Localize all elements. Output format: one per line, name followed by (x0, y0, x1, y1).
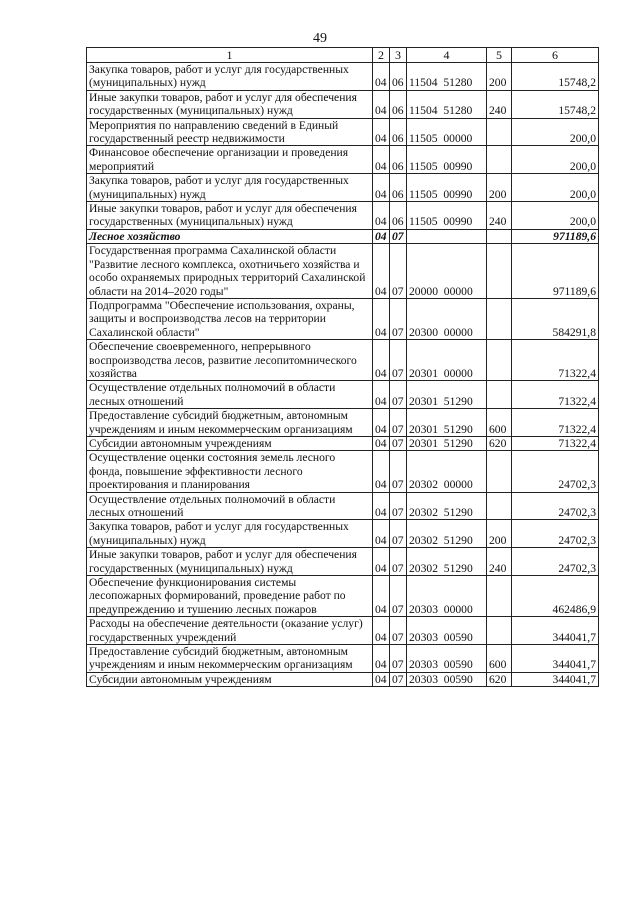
amount: 200,0 (512, 202, 599, 230)
amount: 24702,3 (512, 451, 599, 492)
line-item-name: Субсидии автономным учреждениям (87, 672, 373, 686)
section-code: 04 (373, 381, 390, 409)
table-row (87, 436, 599, 450)
target-article-code: 11505 00990 (407, 146, 487, 174)
table-row (87, 244, 599, 299)
section-code: 04 (373, 298, 390, 339)
target-article-code: 20300 00000 (407, 298, 487, 339)
line-item-name: Закупка товаров, работ и услуг для государственных (муниципальных) нужд (87, 63, 373, 91)
table-row (87, 645, 599, 673)
section-code: 04 (373, 451, 390, 492)
table-row (87, 548, 599, 576)
expense-type-code (487, 381, 512, 409)
line-item-name: Осуществление отдельных полномочий в области лесных отношений (87, 381, 373, 409)
line-item-name: Субсидии автономным учреждениям (87, 436, 373, 450)
table-row (87, 672, 599, 686)
section-code: 04 (373, 90, 390, 118)
line-item-name: Подпрограмма "Обеспечение использования, охраны, защиты и воспроизводства лесов на территории Сахалинской области" (87, 298, 373, 339)
amount: 71322,4 (512, 409, 599, 437)
target-article-code: 20301 51290 (407, 381, 487, 409)
line-item-name: Расходы на обеспечение деятельности (оказание услуг) государственных учреждений (87, 617, 373, 645)
expense-type-code: 240 (487, 90, 512, 118)
line-item-name: Закупка товаров, работ и услуг для государственных (муниципальных) нужд (87, 174, 373, 202)
line-item-name: Мероприятия по направлению сведений в Единый государственный реестр недвижимости (87, 118, 373, 146)
table-row (87, 617, 599, 645)
table-row (87, 174, 599, 202)
target-article-code: 20301 51290 (407, 409, 487, 437)
target-article-code: 20303 00590 (407, 672, 487, 686)
subsection-code: 06 (390, 202, 407, 230)
subsection-code: 07 (390, 409, 407, 437)
subsection-code: 07 (390, 451, 407, 492)
line-item-name: Обеспечение функционирования системы лесопожарных формирований, проведение работ по предупреждению и тушению лесных пожаров (87, 576, 373, 617)
table-row (87, 90, 599, 118)
subsection-code: 07 (390, 645, 407, 673)
amount: 344041,7 (512, 617, 599, 645)
table-row (87, 298, 599, 339)
page-number: 49 (313, 31, 327, 46)
target-article-code: 20303 00590 (407, 617, 487, 645)
table-row (87, 409, 599, 437)
amount: 971189,6 (512, 229, 599, 243)
expense-type-code: 240 (487, 548, 512, 576)
subsection-code: 06 (390, 174, 407, 202)
target-article-code: 20301 51290 (407, 436, 487, 450)
line-item-name: Закупка товаров, работ и услуг для государственных (муниципальных) нужд (87, 520, 373, 548)
amount: 200,0 (512, 174, 599, 202)
header-cell: 3 (390, 48, 407, 63)
subsection-code: 07 (390, 244, 407, 299)
table-row (87, 146, 599, 174)
amount: 15748,2 (512, 90, 599, 118)
line-item-name: Государственная программа Сахалинской области "Развитие лесного комплекса, охотничьего хозяйства и особо охраняемых природных территорий Сахалинской области на 2014–2020 годы" (87, 244, 373, 299)
subsection-code: 06 (390, 63, 407, 91)
target-article-code: 20303 00590 (407, 645, 487, 673)
subsection-code: 07 (390, 340, 407, 381)
table-row (87, 492, 599, 520)
line-item-name: Осуществление отдельных полномочий в области лесных отношений (87, 492, 373, 520)
subsection-code: 07 (390, 436, 407, 450)
section-code: 04 (373, 645, 390, 673)
line-item-name: Осуществление оценки состояния земель лесного фонда, повышение эффективности лесного проектирования и планирования (87, 451, 373, 492)
target-article-code (407, 229, 487, 243)
section-code: 04 (373, 63, 390, 91)
expense-type-code (487, 492, 512, 520)
section-code: 04 (373, 340, 390, 381)
section-code: 04 (373, 672, 390, 686)
section-code: 04 (373, 202, 390, 230)
header-cell: 6 (512, 48, 599, 63)
expense-type-code (487, 244, 512, 299)
section-code: 04 (373, 548, 390, 576)
target-article-code: 11504 51280 (407, 63, 487, 91)
subsection-code: 06 (390, 146, 407, 174)
subsection-code: 07 (390, 548, 407, 576)
line-item-name: Предоставление субсидий бюджетным, автономным учреждениям и иным некоммерческим организациям (87, 409, 373, 437)
table-row (87, 118, 599, 146)
subsection-code: 07 (390, 381, 407, 409)
table-row (87, 576, 599, 617)
target-article-code: 11505 00990 (407, 202, 487, 230)
subsection-code: 07 (390, 617, 407, 645)
expense-type-code (487, 617, 512, 645)
expense-type-code (487, 118, 512, 146)
amount: 462486,9 (512, 576, 599, 617)
section-code: 04 (373, 520, 390, 548)
subsection-code: 07 (390, 298, 407, 339)
line-item-name: Обеспечение своевременного, непрерывного воспроизводства лесов, развитие лесопитомнического хозяйства (87, 340, 373, 381)
line-item-name: Лесное хозяйство (87, 229, 373, 243)
target-article-code: 20000 00000 (407, 244, 487, 299)
target-article-code: 20302 51290 (407, 492, 487, 520)
section-code: 04 (373, 492, 390, 520)
header-cell: 5 (487, 48, 512, 63)
subsection-code: 07 (390, 492, 407, 520)
expense-type-code: 600 (487, 409, 512, 437)
expense-type-code (487, 576, 512, 617)
section-code: 04 (373, 244, 390, 299)
table-row (87, 229, 599, 243)
expense-type-code (487, 298, 512, 339)
amount: 71322,4 (512, 436, 599, 450)
amount: 344041,7 (512, 672, 599, 686)
header-row (87, 48, 599, 63)
table-row (87, 451, 599, 492)
subsection-code: 06 (390, 90, 407, 118)
section-code: 04 (373, 409, 390, 437)
section-code: 04 (373, 436, 390, 450)
line-item-name: Иные закупки товаров, работ и услуг для обеспечения государственных (муниципальных) нужд (87, 202, 373, 230)
subsection-code: 07 (390, 576, 407, 617)
amount: 24702,3 (512, 520, 599, 548)
section-code: 04 (373, 229, 390, 243)
target-article-code: 20303 00000 (407, 576, 487, 617)
section-code: 04 (373, 617, 390, 645)
target-article-code: 20302 51290 (407, 548, 487, 576)
line-item-name: Иные закупки товаров, работ и услуг для обеспечения государственных (муниципальных) нужд (87, 90, 373, 118)
target-article-code: 11504 51280 (407, 90, 487, 118)
header-cell: 4 (407, 48, 487, 63)
target-article-code: 20301 00000 (407, 340, 487, 381)
expense-type-code (487, 229, 512, 243)
table-row (87, 63, 599, 91)
amount: 24702,3 (512, 548, 599, 576)
subsection-code: 07 (390, 672, 407, 686)
amount: 344041,7 (512, 645, 599, 673)
target-article-code: 11505 00000 (407, 118, 487, 146)
expense-type-code: 200 (487, 520, 512, 548)
amount: 971189,6 (512, 244, 599, 299)
amount: 200,0 (512, 118, 599, 146)
expense-type-code: 620 (487, 436, 512, 450)
amount: 71322,4 (512, 340, 599, 381)
table-row (87, 520, 599, 548)
section-code: 04 (373, 118, 390, 146)
table-row (87, 340, 599, 381)
header-cell: 2 (373, 48, 390, 63)
expense-type-code: 200 (487, 63, 512, 91)
section-code: 04 (373, 146, 390, 174)
table-row (87, 381, 599, 409)
target-article-code: 20302 00000 (407, 451, 487, 492)
header-cell: 1 (87, 48, 373, 63)
subsection-code: 07 (390, 520, 407, 548)
amount: 584291,8 (512, 298, 599, 339)
line-item-name: Финансовое обеспечение организации и проведения мероприятий (87, 146, 373, 174)
expense-type-code: 240 (487, 202, 512, 230)
expense-type-code: 600 (487, 645, 512, 673)
subsection-code: 07 (390, 229, 407, 243)
line-item-name: Иные закупки товаров, работ и услуг для обеспечения государственных (муниципальных) нужд (87, 548, 373, 576)
budget-table (86, 47, 599, 687)
section-code: 04 (373, 174, 390, 202)
expense-type-code (487, 340, 512, 381)
target-article-code: 11505 00990 (407, 174, 487, 202)
amount: 71322,4 (512, 381, 599, 409)
expense-type-code: 620 (487, 672, 512, 686)
section-code: 04 (373, 576, 390, 617)
target-article-code: 20302 51290 (407, 520, 487, 548)
table-row (87, 202, 599, 230)
expense-type-code (487, 451, 512, 492)
amount: 200,0 (512, 146, 599, 174)
amount: 15748,2 (512, 63, 599, 91)
subsection-code: 06 (390, 118, 407, 146)
expense-type-code (487, 146, 512, 174)
amount: 24702,3 (512, 492, 599, 520)
expense-type-code: 200 (487, 174, 512, 202)
line-item-name: Предоставление субсидий бюджетным, автономным учреждениям и иным некоммерческим организациям (87, 645, 373, 673)
